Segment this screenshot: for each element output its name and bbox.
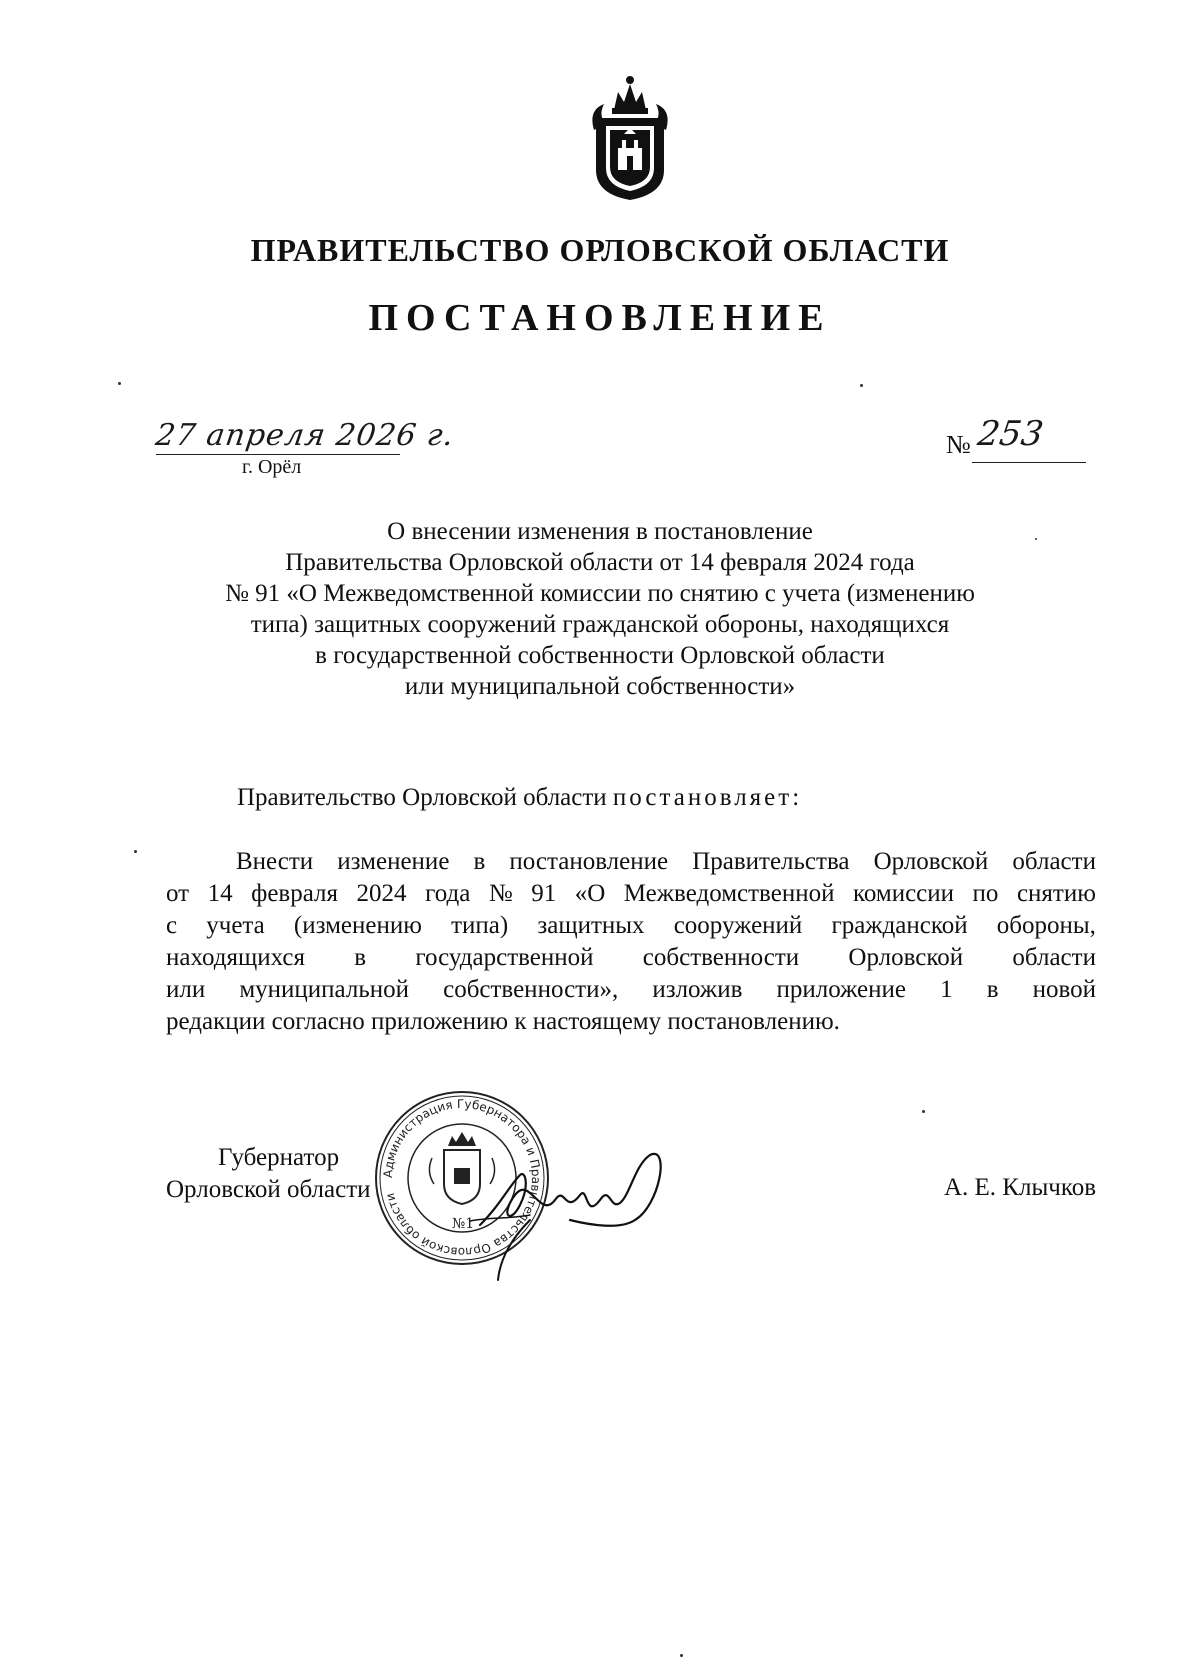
body-word: государственной (415, 944, 594, 971)
signatory-post-line2: Орловской области (166, 1176, 371, 1203)
body-word: по (972, 880, 999, 907)
resolution-body (166, 846, 1096, 1038)
body-word: или (166, 976, 206, 1003)
body-word: «О (574, 880, 606, 907)
body-word: года (425, 880, 471, 907)
body-word: настоящему (532, 1008, 668, 1035)
body-word: Орловской (873, 848, 989, 875)
body-word: от (166, 880, 190, 907)
body-word: 2024 (356, 880, 407, 907)
subject-line: в государственной собственности Орловской области (315, 642, 885, 669)
subject-line: № 91 «О Межведомственной комиссии по снятию с учета (изменению (225, 580, 975, 607)
body-word: постановлению. (667, 1008, 840, 1035)
body-word: Межведомственной (623, 880, 835, 907)
document-type: ПОСТАНОВЛЕНИЕ (368, 297, 832, 339)
body-word: обороны, (996, 912, 1096, 939)
subject-line: О внесении изменения в постановление (387, 518, 813, 545)
city-label: г. Орёл (242, 456, 302, 478)
preamble (237, 784, 802, 812)
subject-line: или муниципальной собственности» (404, 673, 796, 700)
body-word: Орловской (848, 944, 964, 971)
body-word: редакции (166, 1008, 272, 1035)
body-word: согласно (271, 1008, 372, 1035)
body-word: в (354, 944, 367, 971)
body-word: изложив (652, 976, 743, 1003)
body-word: изменение (337, 848, 450, 875)
body-word: снятию (1016, 880, 1096, 907)
signatory-position (166, 1142, 371, 1206)
handwritten-signature-icon (470, 1125, 680, 1285)
body-word: комиссии (852, 880, 955, 907)
body-word: области (1012, 944, 1096, 971)
body-word: Внести (236, 848, 314, 875)
number-sign: № (946, 430, 971, 459)
body-word: постановление (509, 848, 669, 875)
body-line (166, 878, 1096, 910)
body-line (166, 846, 1096, 878)
body-word: собственности», (443, 976, 619, 1003)
body-word: учета (206, 912, 265, 939)
scan-speck (860, 384, 863, 387)
body-word: № (488, 880, 513, 907)
signatory-name: А. Е. Клычков (943, 1174, 1096, 1201)
body-line (166, 974, 1096, 1006)
coat-of-arms-icon (584, 70, 676, 202)
scan-speck (134, 850, 137, 853)
body-word: 91 (531, 880, 557, 907)
body-word: находящихся (166, 944, 306, 971)
subject-line: типа) защитных сооружений гражданской обороны, находящихся (250, 611, 950, 638)
body-word: 14 (207, 880, 233, 907)
body-word: приложению (371, 1008, 515, 1035)
body-word: (изменению (293, 912, 422, 939)
body-word: сооружений (673, 912, 803, 939)
body-word: приложение (776, 976, 906, 1003)
body-word: типа) (451, 912, 509, 939)
scan-speck (118, 382, 121, 385)
body-word: февраля (251, 880, 339, 907)
handwritten-number: 253 (975, 414, 1046, 454)
body-line (166, 942, 1096, 974)
organization-title: ПРАВИТЕЛЬСТВО ОРЛОВСКОЙ ОБЛАСТИ (250, 232, 950, 268)
signatory-post-line1: Губернатор (218, 1144, 340, 1171)
body-word: с (166, 912, 178, 939)
preamble-verb: постановляет: (612, 784, 803, 811)
body-word: в (986, 976, 999, 1003)
body-word: в (473, 848, 486, 875)
body-word: области (1012, 848, 1096, 875)
seal-number: №1 (452, 1216, 475, 1232)
scan-speck (680, 1654, 683, 1657)
date-underline (156, 454, 400, 455)
body-line (166, 1006, 1096, 1038)
body-word: новой (1032, 976, 1096, 1003)
seal-text: Администрация Губернатора и Правительства Орловской области (380, 1096, 544, 1260)
body-word: 1 (940, 976, 953, 1003)
scan-speck (922, 1110, 925, 1113)
body-word: собственности (642, 944, 800, 971)
number-underline (972, 462, 1086, 463)
body-word: защитных (537, 912, 645, 939)
scan-speck (1035, 538, 1037, 540)
body-word: гражданской (831, 912, 968, 939)
body-word: муниципальной (239, 976, 409, 1003)
document-subject (150, 516, 1050, 702)
body-word: к (514, 1008, 533, 1035)
body-word: Правительства (692, 848, 850, 875)
preamble-lead: Правительство Орловской области (237, 784, 607, 811)
subject-line: Правительства Орловской области от 14 февраля 2024 года (285, 549, 915, 576)
body-line (166, 910, 1096, 942)
handwritten-date: 27 апреля 2026 г. (153, 418, 457, 453)
